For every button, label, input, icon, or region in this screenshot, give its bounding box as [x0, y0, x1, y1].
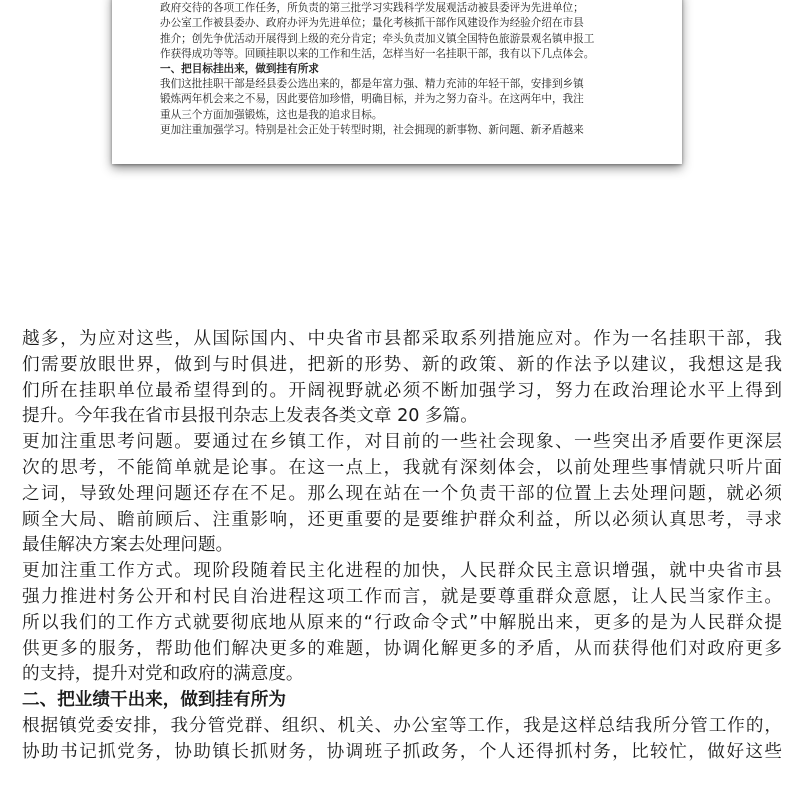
body-text-line: 强力推进村务公开和村民自治进程这项工作而言，就是要尊重群众意愿，让人民当家作主。	[22, 586, 782, 607]
preview-text-line: 更加注重加强学习。特别是社会正处于转型时期，社会拥现的新事物、新问题、新矛盾越来	[160, 123, 584, 136]
body-text-line: 次的思考，不能简单就是论事。在这一点上，我就有深刻体会，以前处理些事情就只听片面	[22, 457, 782, 478]
preview-section-heading: 一、把目标挂出来，做到挂有所求	[160, 62, 319, 75]
body-text-line: 所以我们的工作方式就要彻底地从原来的“行政命令式”中解脱出来，更多的是为人民群众提	[22, 612, 782, 633]
preview-text-block	[160, 0, 660, 138]
body-text-line: 最佳解决方案去处理问题。	[22, 535, 234, 556]
preview-text-line: 作获得成功等等。回顾挂职以来的工作和生活，怎样当好一名挂职干部，我有以下几点体会。	[160, 47, 595, 60]
preview-text-line: 推介；创先争优活动开展得到上级的充分肯定；牵头负责加义镇全国特色旅游景观名镇申报工	[160, 32, 595, 45]
body-text-line: 更加注重思考问题。要通过在乡镇工作，对目前的一些社会现象、一些突出矛盾要作更深层	[22, 432, 782, 453]
body-text-line: 提升。今年我在省市县报刊杂志上发表各类文章 20 多篇。	[22, 406, 478, 427]
body-text-line: 的支持，提升对党和政府的满意度。	[22, 664, 304, 685]
body-text-line: 之词，导致处理问题还存在不足。那么现在站在一个负责干部的位置上去处理问题，就必须	[22, 483, 782, 504]
body-text-line: 根据镇党委安排，我分管党群、组织、机关、办公室等工作，我是这样总结我所分管工作的，	[22, 715, 782, 736]
preview-text-line: 锻炼两年机会来之不易，因此要倍加珍惜，明确目标，并为之努力奋斗。在这两年中，我注	[160, 93, 584, 106]
section-heading: 二、把业绩干出来，做到挂有所为	[22, 690, 286, 711]
document-body-text	[22, 327, 782, 766]
body-text-line: 协助书记抓党务，协助镇长抓财务，协调班子抓政务，个人还得抓村务，比较忙，做好这些	[22, 741, 782, 762]
preview-text-line: 重从三个方面加强锻炼，这也是我的追求目标。	[160, 108, 383, 121]
document-preview-card	[112, 0, 682, 164]
preview-text-line: 办公室工作被县委办、政府办评为先进单位；量化考核抓干部作风建设作为经验介绍在市县	[160, 17, 584, 30]
body-text-line: 供更多的服务，帮助他们解决更多的难题，协调化解更多的矛盾，从而获得他们对政府更多	[22, 638, 782, 659]
body-text-line: 们所在挂职单位最希望得到的。开阔视野就必须不断加强学习，努力在政治理论水平上得到	[22, 380, 782, 401]
body-text-line: 顾全大局、瞻前顾后、注重影响，还更重要的是要维护群众利益，所以必须认真思考，寻求	[22, 509, 782, 530]
preview-text-line: 我们这批挂职干部是经县委公选出来的，都是年富力强、精力充沛的年轻干部，安排到乡镇	[160, 78, 584, 91]
body-text-line: 越多，为应对这些，从国际国内、中央省市县都采取系列措施应对。作为一名挂职干部，我	[22, 329, 782, 349]
body-text-line: 更加注重工作方式。现阶段随着民主化进程的加快，人民群众民主意识增强，就中央省市县	[22, 561, 782, 582]
preview-text-line: 政府交待的各项工作任务，所负责的第三批学习实践科学发展观活动被县委评为先进单位；	[160, 2, 584, 15]
body-text-line: 们需要放眼世界，做到与时俱进，把新的形势、新的政策、新的作法予以建议，我想这是我	[22, 354, 782, 375]
